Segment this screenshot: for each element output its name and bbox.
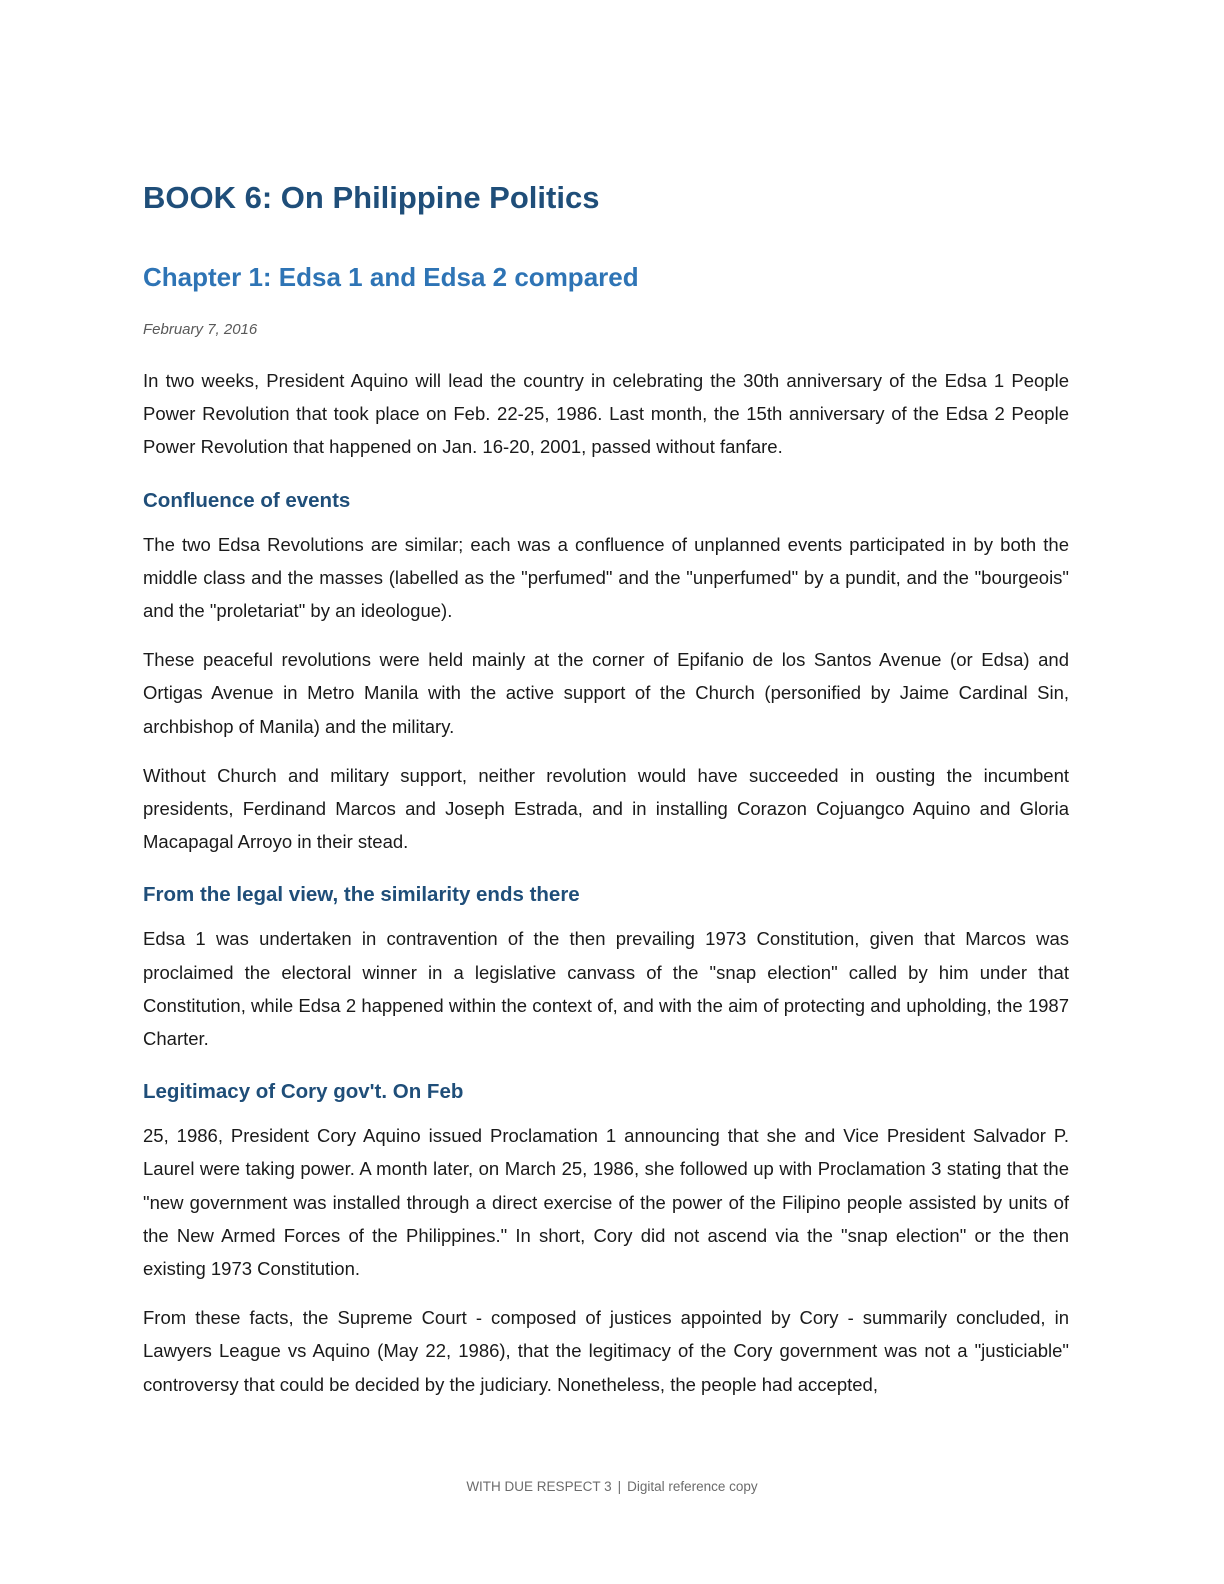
body-paragraph: These peaceful revolutions were held mainly at the corner of Epifanio de los Santos Avenue (or Edsa) and Ortigas Avenue in Metro Manila with the active support of the Church (personified by Jaime Cardinal Sin, archbishop of Manila) and the military.	[143, 649, 1069, 737]
section-heading: Legitimacy of Cory gov't. On Feb	[143, 1080, 464, 1104]
body-paragraph: 25, 1986, President Cory Aquino issued Proclamation 1 announcing that she and Vice President Salvador P. Laurel were taking power. A month later, on March 25, 1986, she followed up with Proclamation 3 stating that the "new government was installed through a direct exercise of the power of the Filipino people assisted by units of the New Armed Forces of the Philippines." In short, Cory did not ascend via the "snap election" or the then existing 1973 Constitution.	[143, 1125, 1069, 1280]
article-date: February 7, 2016	[143, 321, 258, 338]
footer-separator: |	[617, 1479, 622, 1494]
footer-book-label: WITH DUE RESPECT 3	[466, 1479, 612, 1494]
body-paragraph: The two Edsa Revolutions are similar; each was a confluence of unplanned events participated in by both the middle class and the masses (labelled as the "perfumed" and the "unperfumed" by a pundit, and the "bourgeois" and the "proletariat" by an ideologue).	[143, 533, 1069, 622]
section-heading: From the legal view, the similarity ends there	[143, 883, 580, 907]
footer-copy-label: Digital reference copy	[627, 1479, 758, 1494]
body-paragraph: From these facts, the Supreme Court - composed of justices appointed by Cory - summarily concluded, in Lawyers League vs Aquino (May 22, 1986), that the legitimacy of the Cory government was not a "justiciable" controversy that could be decided by the judiciary. Nonetheless, the people had accepted,	[143, 1307, 1069, 1395]
document-page	[143, 0, 1069, 1584]
body-paragraph: Without Church and military support, neither revolution would have succeeded in ousting the incumbent presidents, Ferdinand Marcos and Joseph Estrada, and in installing Corazon Cojuangco Aquino and Gloria Macapagal Arroyo in their stead.	[143, 764, 1069, 853]
article-body	[143, 364, 1069, 1417]
chapter-title: Chapter 1: Edsa 1 and Edsa 2 compared	[143, 262, 639, 292]
intro-paragraph: In two weeks, President Aquino will lead the country in celebrating the 30th anniversary of the Edsa 1 People Power Revolution that took place on Feb. 22-25, 1986. Last month, the 15th anniversary of the Edsa 2 People Power Revolution that happened on Jan. 16-20, 2001, passed without fanfare.	[143, 370, 1069, 458]
page-footer	[0, 1479, 1224, 1494]
section-heading: Confluence of events	[143, 488, 351, 512]
body-paragraph: Edsa 1 was undertaken in contravention of the then prevailing 1973 Constitution, given that Marcos was proclaimed the electoral winner in a legislative canvass of the "snap election" called by him under that Constitution, while Edsa 2 happened within the context of, and with the aim of protecting and upholding, the 1987 Charter.	[143, 928, 1069, 1050]
book-title: BOOK 6: On Philippine Politics	[143, 180, 600, 215]
